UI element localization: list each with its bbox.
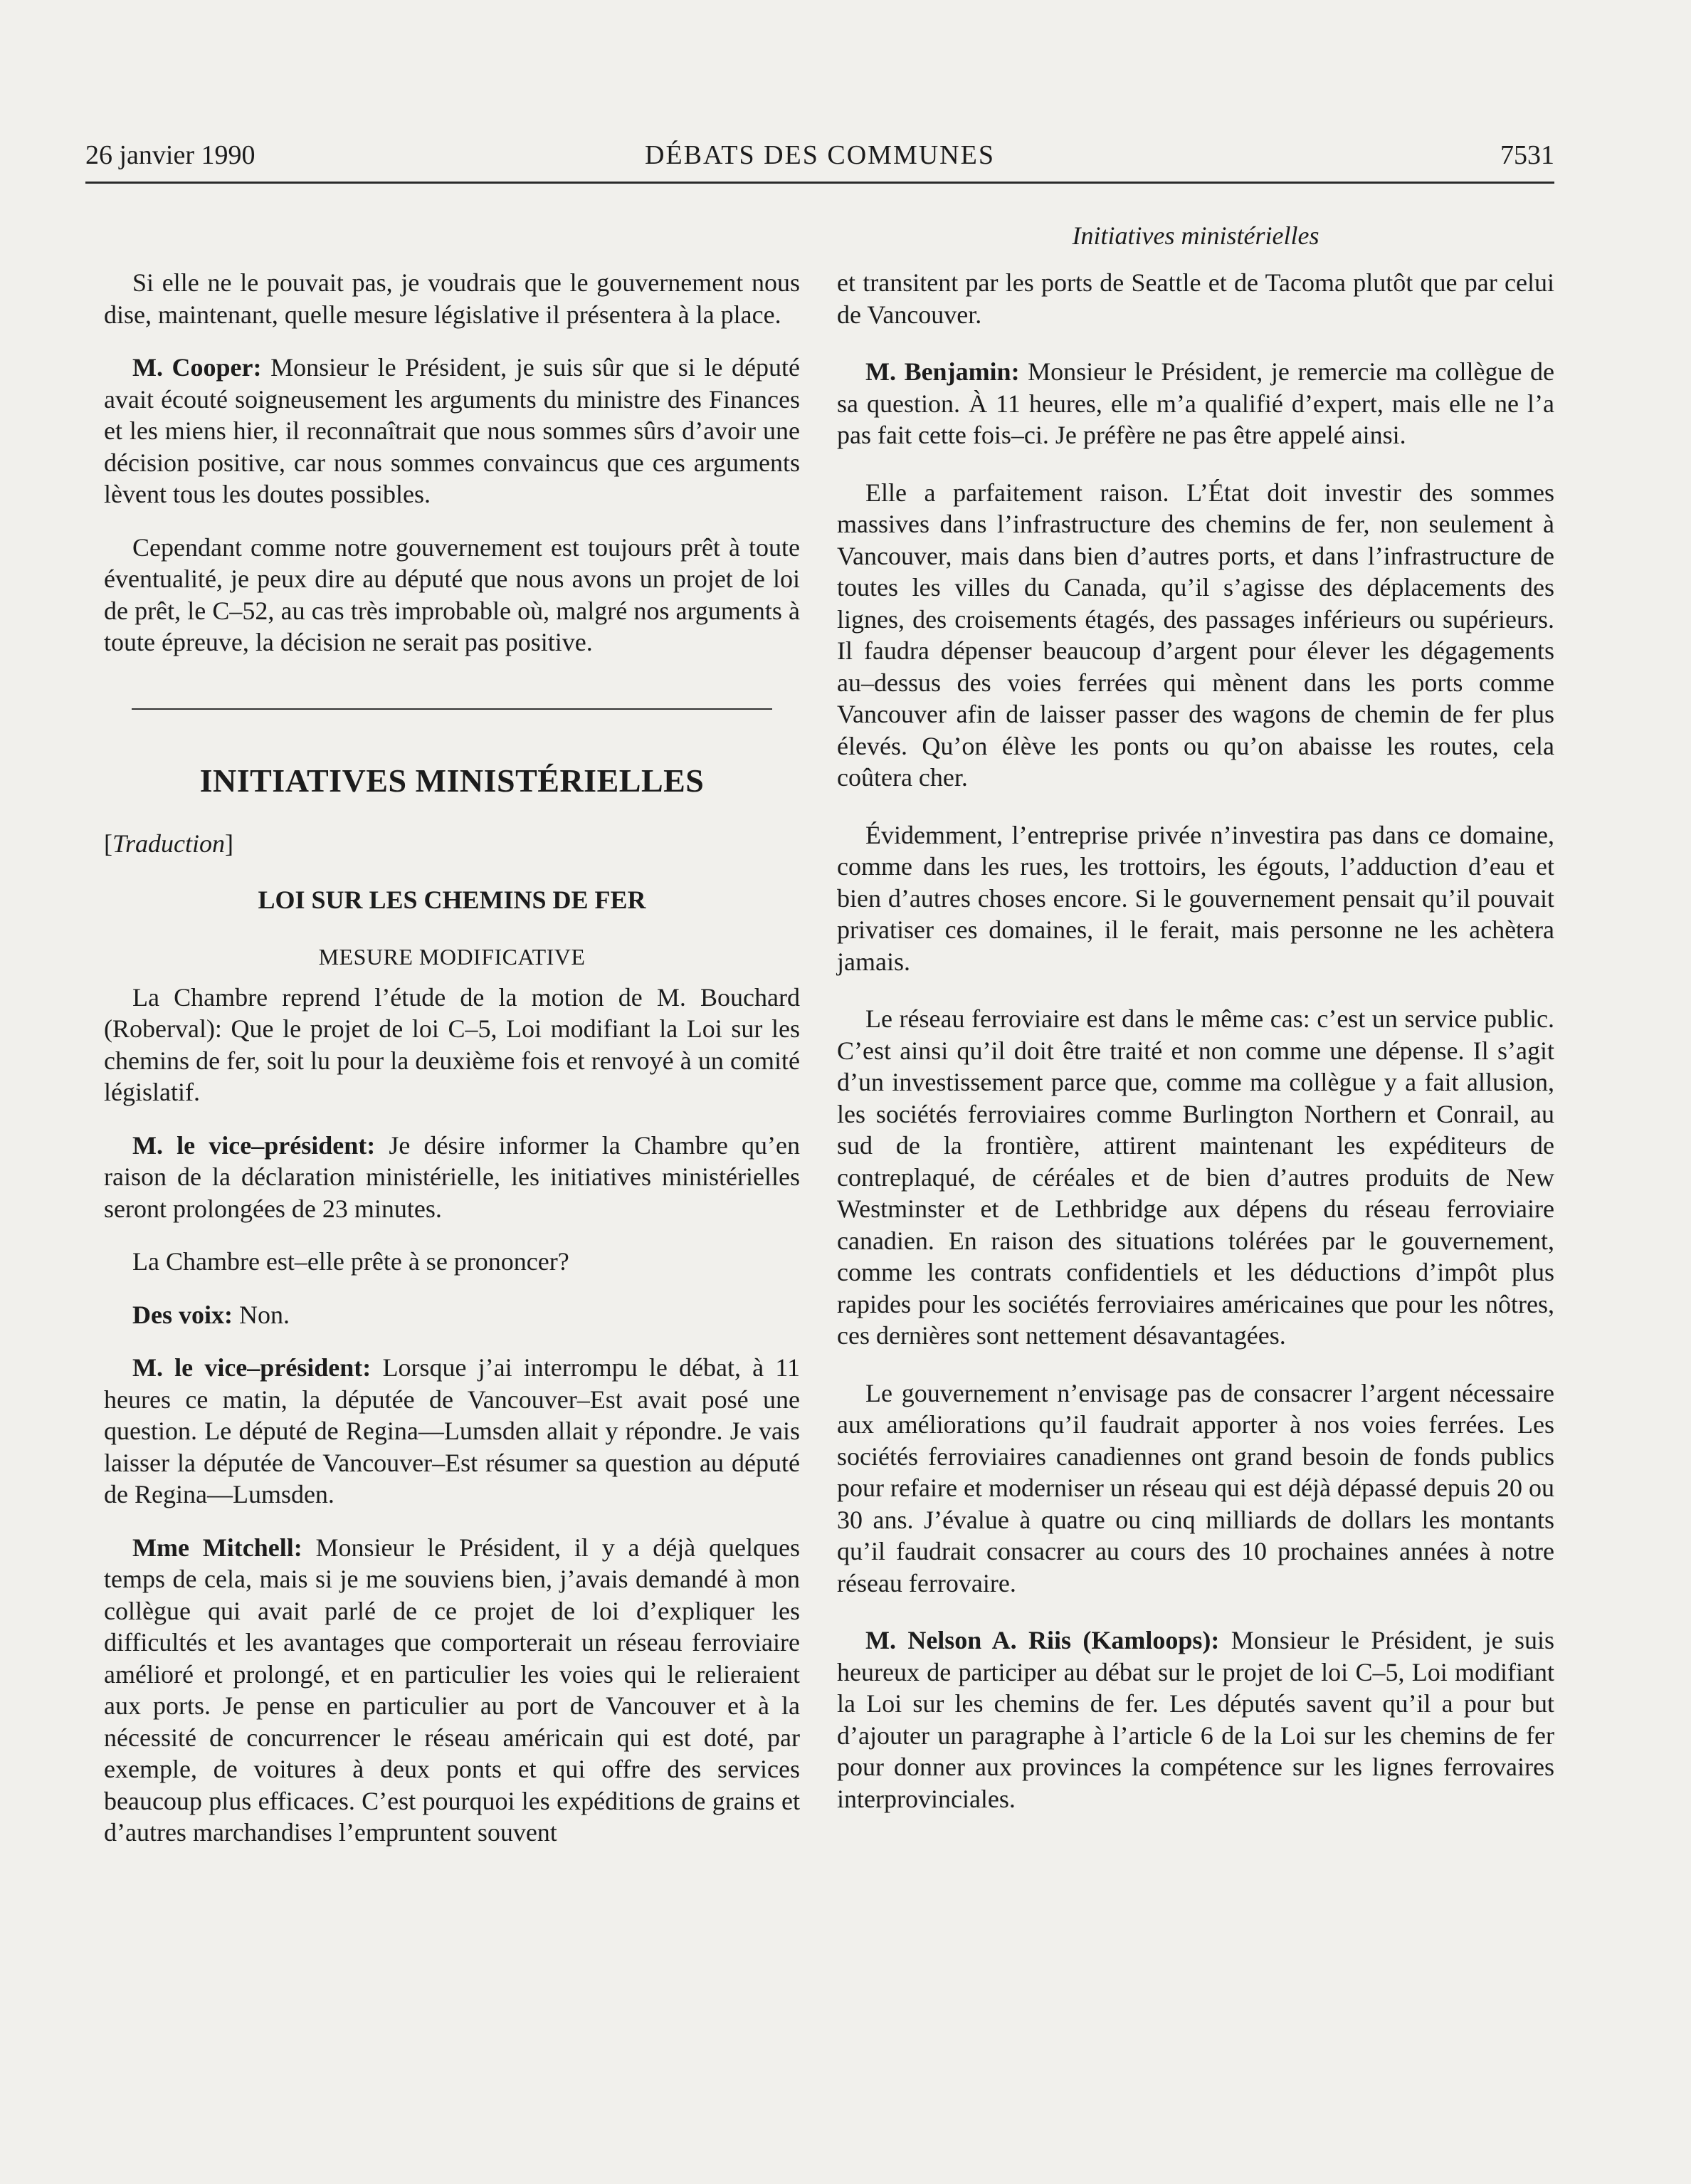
bill-subtitle: MESURE MODIFICATIVE [318,944,586,970]
running-head: Initiatives ministérielles [1072,221,1319,250]
bracket-close: ] [225,829,234,858]
speaker-name: M. Benjamin: [865,357,1020,386]
paragraph [837,819,1554,978]
paragraph-text: Je désire informer la Chambre qu’en raison de la déclaration ministérielle, les initiatives ministérielles seront prolongées de 23 minutes. [104,1130,801,1223]
speaker-name: M. Nelson A. Riis (Kamloops): [865,1626,1220,1654]
paragraph [104,532,800,658]
paragraph-text: Si elle ne le pouvait pas, je voudrais que le gouvernement nous dise, maintenant, quelle mesure législative il présentera à la place. [104,268,800,329]
paragraph [104,267,800,330]
page-header [85,140,1554,182]
header-page-number: 7531 [1500,140,1554,170]
paragraph [837,1377,1554,1600]
left-column [104,267,800,1870]
paragraph-text: Monsieur le Président, je remercie ma collègue de sa question. À 11 heures, elle m’a qualifié d’expert, mais elle ne l’a pas fait cette fois–ci. Je préfère ne pas être appelé ainsi. [837,357,1555,449]
paragraph-text: Évidemment, l’entreprise privée n’investira pas dans ce domaine, comme dans les rues, les trottoirs, les égouts, l’adduction d’eau et bien d’autres choses encore. Si le gouvernement pensait qu’il pouvait privatiser ces domaines, il le ferait, mais personne ne les achètera jamais. [837,820,1554,976]
paragraph-text: Lorsque j’ai interrompu le débat, à 11 heures ce matin, la députée de Vancouver–Est avait posé une question. Le député de Regina—Lumsden allait y répondre. Je vais laisser la députée de Vancouver–Est résumer sa question au député de Regina—Lumsden. [104,1353,801,1508]
paragraph [104,982,800,1108]
paragraph [837,477,1554,794]
paragraph-text: et transitent par les ports de Seattle et de Tacoma plutôt que par celui de Vancouver. [837,268,1554,329]
section-divider [132,708,772,710]
paragraph [837,1624,1554,1815]
speaker-name: Des voix: [132,1300,233,1329]
header-rule [85,182,1554,184]
paragraph [837,1003,1554,1352]
paragraph [104,1532,800,1849]
paragraph [104,1246,800,1278]
speaker-name: M. Cooper: [132,353,262,382]
paragraph [837,267,1554,330]
paragraph-text: La Chambre est–elle prête à se prononcer? [132,1247,569,1276]
translation-note [104,828,800,860]
paragraph-text: La Chambre reprend l’étude de la motion de M. Bouchard (Roberval): Que le projet de loi C–5, Loi modifiant la Loi sur les chemins de fer, soit lu pour la deuxième fois et renvoyé à un comité législatif. [104,982,800,1106]
paragraph-text: Non. [238,1300,290,1329]
bracket-open: [ [104,829,112,858]
paragraph [837,356,1554,451]
header-title: DÉBATS DES COMMUNES [645,140,995,170]
paragraph-text: Monsieur le Président, je suis sûr que si le député avait écouté soigneusement les arguments du ministre des Finances et les miens hier, il reconnaîtrait que nous sommes sûrs d’avoir une décision positive, car nous sommes convaincus que ces arguments lèvent tous les doutes possibles. [104,353,800,508]
translation-word: Traduction [112,829,226,858]
paragraph-text: Monsieur le Président, je suis heureux de participer au débat sur le projet de loi C–5, Loi modifiant la Loi sur les chemins de fer. Les députés savent qu’il a pour but d’ajouter un paragraphe à l’article 6 de la Loi sur les chemins de fer pour donner aux provinces la compétence sur les lignes ferrovaires interprovinciales. [837,1626,1555,1813]
bill-title: LOI SUR LES CHEMINS DE FER [258,885,646,914]
right-column [837,267,1554,1840]
paragraph-text: Elle a parfaitement raison. L’État doit investir des sommes massives dans l’infrastructure des chemins de fer, non seulement à Vancouver, mais dans bien d’autres ports, et dans l’infrastructure de toutes les villes du Canada, qu’il s’agisse des déplacements des lignes, des croisements étagés, des passages inférieurs ou supérieurs. Il faudra dépenser beaucoup d’argent pour élever les dégagements au–dessus des voies ferrées qui mènent dans les ports comme Vancouver afin de laisser passer des wagons de chemin de fer plus élevés. Qu’on élève les ponts ou qu’on abaisse les routes, cela coûtera cher. [837,478,1554,792]
paragraph-text: Le réseau ferroviaire est dans le même cas: c’est un service public. C’est ainsi qu’il doit être traité et non comme une dépense. Il s’agit d’un investissement parce que, comme ma collègue y a fait allusion, les sociétés ferroviaires comme Burlington Northern et Conrail, au sud de la frontière, attirent maintenant les expéditeurs de contreplaqué, de céréales et de bien d’autres produits de New Westminster et de Lethbridge aux dépens du réseau ferroviaire canadien. En raison des situations tolérées par le gouvernement, comme les contrats confidentiels et les déductions d’impôt plus rapides pour les sociétés ferroviaires américaines que pour les nôtres, ces dernières sont nettement désavantagées. [837,1004,1554,1350]
paragraph-text: Monsieur le Président, il y a déjà quelques temps de cela, mais si je me souviens bien, j’avais demandé à mon collègue qui avait parlé de ce projet de loi d’expliquer les difficultés et les avantages que comporterait un réseau ferroviaire amélioré et prolongé, et en particulier les voies qui le relieraient aux ports. Je pense en particulier au port de Vancouver et à la nécessité de concurrencer le réseau américain qui est doté, par exemple, de voitures à deux ponts et qui offre des services beaucoup plus efficaces. C’est pourquoi les expéditions de grains et d’autres marchandises l’empruntent souvent [104,1533,801,1847]
speaker-name: M. le vice–président: [132,1353,372,1382]
paragraph [104,1130,800,1225]
paragraph-text: Cependant comme notre gouvernement est toujours prêt à toute éventualité, je peux dire au député que nous avons un projet de loi de prêt, le C–52, au cas très improbable où, malgré nos arguments à toute épreuve, la décision ne serait pas positive. [104,532,800,656]
paragraph [104,352,800,510]
header-date: 26 janvier 1990 [85,140,256,170]
paragraph [104,1299,800,1331]
speaker-name: M. le vice–président: [132,1130,376,1160]
paragraph [104,1352,800,1511]
speaker-name: Mme Mitchell: [132,1533,302,1562]
paragraph-text: Le gouvernement n’envisage pas de consacrer l’argent nécessaire aux améliorations qu’il faudrait apporter à nos voies ferrées. Les sociétés ferroviaires canadiennes ont grand besoin de fonds publics pour refaire et moderniser un réseau qui est déjà dépassé depuis 20 ou 30 ans. J’évalue à quatre ou cinq milliards de dollars les montants qu’il faudrait consacrer au cours des 10 prochaines années à notre réseau ferrovaire. [837,1378,1554,1597]
section-title: INITIATIVES MINISTÉRIELLES [199,762,705,799]
